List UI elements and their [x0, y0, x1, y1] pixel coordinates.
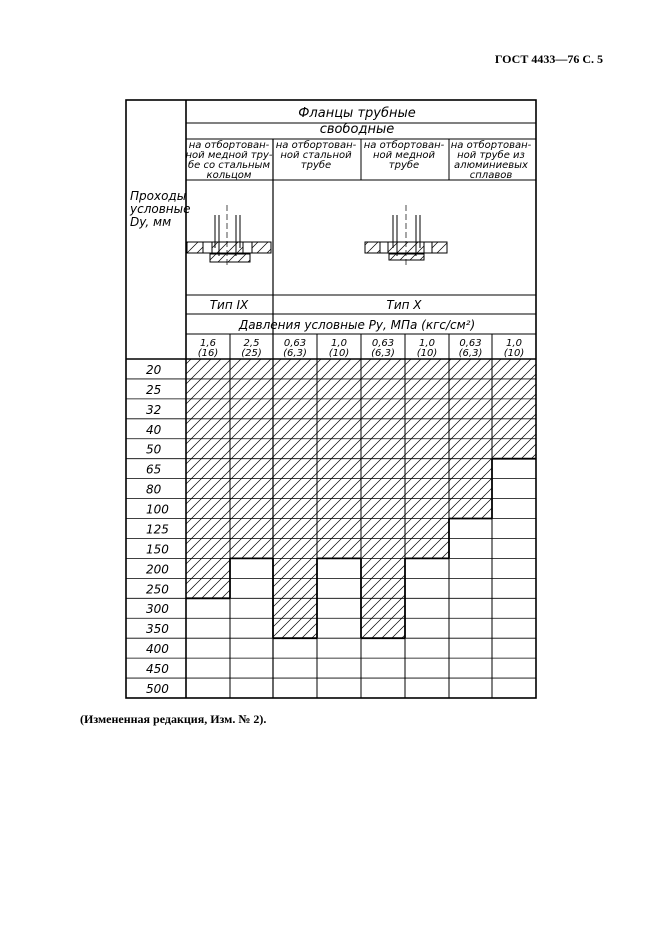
- svg-text:кольцом: кольцом: [206, 170, 252, 181]
- pressure-kgs-label: (16): [197, 348, 219, 359]
- group-4-caption: [451, 139, 532, 181]
- pressure-kgs-label: (6,3): [283, 348, 307, 359]
- pressure-kgs-label: (10): [416, 348, 438, 359]
- dy-value: 65: [146, 462, 162, 477]
- group-3-caption: [364, 139, 445, 171]
- pressure-mpa-label: 0,63: [371, 338, 395, 349]
- pressure-mpa-label: 1,0: [506, 338, 522, 349]
- type-x-label: Тип X: [386, 298, 422, 312]
- dy-value: 125: [146, 522, 169, 537]
- stub-line-3: Dy, мм: [130, 215, 172, 229]
- pressure-mpa-label: 2,5: [243, 338, 260, 349]
- svg-text:алюминиевых: алюминиевых: [454, 160, 528, 171]
- dy-value: 450: [146, 662, 169, 677]
- dy-value: 80: [146, 482, 162, 497]
- pressure-mpa-label: 0,63: [459, 338, 482, 349]
- dy-value: 20: [146, 362, 162, 377]
- table-subtitle: свободные: [319, 122, 395, 137]
- pressure-mpa-label: 1,0: [331, 338, 347, 349]
- pressure-mpa-label: 1,6: [200, 338, 216, 349]
- dy-value: 250: [146, 582, 169, 597]
- dy-value: 50: [146, 442, 162, 457]
- svg-text:ной стальной: ной стальной: [280, 150, 352, 161]
- svg-text:трубе: трубе: [388, 160, 420, 171]
- svg-text:трубе: трубе: [300, 160, 332, 171]
- page-header: ГОСТ 4433—76 С. 5: [494, 52, 603, 66]
- svg-text:на отбортован-: на отбортован-: [188, 140, 270, 151]
- dy-value: 25: [146, 382, 162, 397]
- dy-row-labels: [146, 363, 169, 696]
- svg-text:ной трубе из: ной трубе из: [457, 150, 525, 161]
- stub-line-2: условные: [130, 202, 191, 216]
- pressure-mpa-label: 1,0: [419, 338, 435, 349]
- footnote: (Измененная редакция, Изм. № 2).: [80, 712, 267, 726]
- pressure-kgs-label: (10): [328, 348, 350, 359]
- flange-type-ix-drawing: [187, 205, 271, 268]
- dy-value: 100: [146, 502, 169, 517]
- pressure-mpa-label: 0,63: [283, 338, 307, 349]
- hatched-cell-block: [492, 359, 536, 459]
- dy-value: 300: [146, 602, 169, 617]
- type-ix-label: Тип IX: [209, 298, 249, 312]
- pressure-kgs-label: (10): [503, 348, 525, 359]
- table-title: Фланцы трубные: [298, 106, 416, 121]
- stub-label: [129, 189, 191, 229]
- pressure-kgs-label: (6,3): [371, 348, 395, 359]
- svg-text:ной медной: ной медной: [372, 150, 436, 161]
- dy-value: 200: [146, 562, 169, 577]
- svg-text:ной медной тру-: ной медной тру-: [185, 150, 273, 161]
- pressure-kgs-label: (25): [241, 348, 262, 359]
- dy-value: 500: [146, 682, 169, 696]
- pressure-heading: Давления условные Ру, МПа (кгс/см²): [238, 318, 476, 332]
- svg-text:на отбортован-: на отбортован-: [363, 140, 445, 151]
- group-2-caption: [276, 139, 357, 171]
- svg-text:сплавов: сплавов: [469, 170, 513, 181]
- group-1-caption: [186, 139, 273, 181]
- dy-value: 150: [146, 542, 169, 557]
- dy-value: 400: [146, 642, 169, 657]
- svg-text:на отбортован-: на отбортован-: [275, 140, 357, 151]
- stub-line-1: Проходы: [130, 189, 187, 203]
- pressure-kgs-label: (6,3): [458, 348, 483, 359]
- dy-value: 32: [146, 402, 162, 417]
- flange-type-x-drawing: [365, 205, 447, 268]
- dy-value: 40: [146, 422, 162, 437]
- dy-value: 350: [146, 622, 169, 637]
- svg-text:бе со стальным: бе со стальным: [187, 160, 271, 171]
- svg-text:на отбортован-: на отбортован-: [450, 140, 532, 151]
- table-grid: [126, 100, 536, 698]
